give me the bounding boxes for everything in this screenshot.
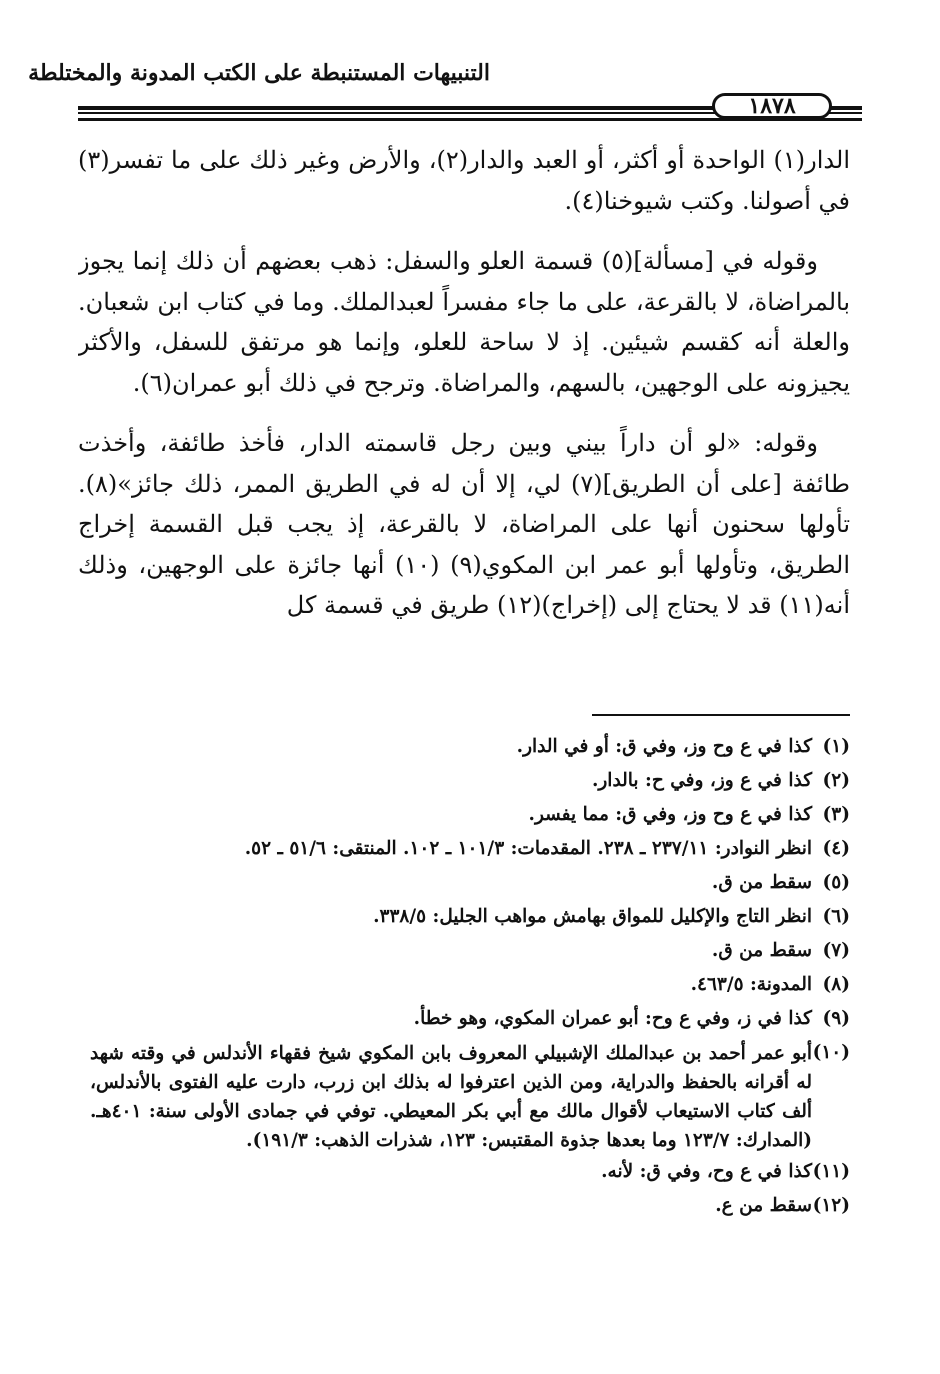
footnote-text: انظر النوادر: ٢٣٧/١١ ـ ٢٣٨. المقدمات: ١٠١/٣ ـ ١٠٢. المنتقى: ٥١/٦ ـ ٥٢. bbox=[244, 838, 812, 859]
footnote bbox=[90, 968, 850, 1002]
footnote-number: (٦) bbox=[822, 906, 850, 927]
running-header-title: التنبيهات المستنبطة على الكتب المدونة والمختلطة bbox=[28, 60, 490, 86]
footnote-number: (٩) bbox=[822, 1008, 850, 1029]
footnote bbox=[90, 900, 850, 934]
main-text bbox=[78, 140, 850, 710]
paragraph bbox=[78, 241, 850, 403]
footnote bbox=[90, 1036, 850, 1155]
paragraph-text: وقوله: «لو أن داراً بيني وبين رجل قاسمته الدار، فأخذ طائفة، وأخذت طائفة [على أن الطريق](٧) لي، إلا أن له في الطريق الممر، ذلك جائز»(٨). تأولها سحنون أنها على المراضاة، لا بالقرعة، إذ يجب قبل القسمة إخراج الطريق، وتأولها أبو عمر ابن المكوي(٩) (١٠) أنها جائزة على الوجهين، وذلك أنه(١١) قد لا يحتاج إلى (إخراج)(١٢) طريق في قسمة كل bbox=[78, 429, 850, 619]
footnote bbox=[90, 798, 850, 832]
footnote-text: سقط من ق. bbox=[711, 872, 812, 893]
footnote-text: كذا في ع وز، وفي ح: بالدار. bbox=[591, 770, 812, 791]
paragraph-text: وقوله في [مسألة](٥) قسمة العلو والسفل: ذهب بعضهم أن ذلك إنما يجوز بالمراضاة، لا بالقرعة، على ما جاء مفسراً لعبدالملك. وما في كتاب ابن شعبان. والعلة أنه كقسم شيئين. إذ لا ساحة للعلو، وإنما هو مرتفق للسفل، والأكثر يجيزونه على الوجهين، بالسهم، والمراضاة. وترجح في ذلك أبو عمران(٦). bbox=[78, 247, 850, 397]
footnote bbox=[90, 1189, 850, 1223]
footnote-text: كذا في ز، وفي ع وح: أبو عمران المكوي، وهو خطأ. bbox=[413, 1008, 812, 1029]
footnote-number: (١٠) bbox=[812, 1042, 850, 1063]
footnote-separator bbox=[592, 714, 850, 716]
footnote-text: كذا في ع وح وز، وفي ق: مما يفسر. bbox=[528, 804, 812, 825]
footnote-number: (٤) bbox=[822, 838, 850, 859]
footnote bbox=[90, 730, 850, 764]
paragraph: الدار(١) الواحدة أو أكثر، أو العبد والدار(٢)، والأرض وغير ذلك على ما تفسر(٣) في أصولنا. وكتب شيوخنا(٤). bbox=[78, 146, 850, 215]
footnote-text: كذا في ع وح وز، وفي ق: أو في الدار. bbox=[516, 736, 812, 757]
page-number: ١٨٧٨ bbox=[712, 93, 832, 119]
footnote bbox=[90, 934, 850, 968]
footnote-number: (٨) bbox=[822, 974, 850, 995]
footnote-text: سقط من ع. bbox=[715, 1195, 812, 1216]
footnote-number: (٧) bbox=[822, 940, 850, 961]
footnote bbox=[90, 866, 850, 900]
footnote-number: (١) bbox=[822, 736, 850, 757]
footnotes bbox=[90, 730, 850, 1290]
paragraph bbox=[78, 423, 850, 626]
footnote-text: سقط من ق. bbox=[711, 940, 812, 961]
footnote-number: (٢) bbox=[822, 770, 850, 791]
footnote-number: (١١) bbox=[812, 1161, 850, 1182]
footnote bbox=[90, 764, 850, 798]
footnote-number: (٣) bbox=[822, 804, 850, 825]
footnote-number: (٥) bbox=[822, 872, 850, 893]
footnote bbox=[90, 832, 850, 866]
footnote bbox=[90, 1155, 850, 1189]
footnote-text: انظر التاج والإكليل للمواق بهامش مواهب الجليل: ٣٣٨/٥. bbox=[373, 906, 812, 927]
footnote-text: كذا في ع وح، وفي ق: لأنه. bbox=[601, 1161, 812, 1182]
footnote-number: (١٢) bbox=[812, 1195, 850, 1216]
footnote bbox=[90, 1002, 850, 1036]
footnote-text: أبو عمر أحمد بن عبدالملك الإشبيلي المعروف بابن المكوي شيخ فقهاء الأندلس في وقته شهد له أقرانه بالحفظ والدراية، ومن الذين اعترفوا له بذلك ابن زرب، دارت عليه الفتوى بالأندلس، ألف كتاب الاستيعاب لأقوال مالك مع أبي بكر المعيطي. توفي في جمادى الأولى سنة: ٤٠١هـ. (المدارك: ١٢٣/٧ وما بعدها جذوة المقتبس: ١٢٣، شذرات الذهب: ١٩١/٣). bbox=[90, 1043, 812, 1151]
footnote-text: المدونة: ٤٦٣/٥. bbox=[690, 974, 812, 995]
